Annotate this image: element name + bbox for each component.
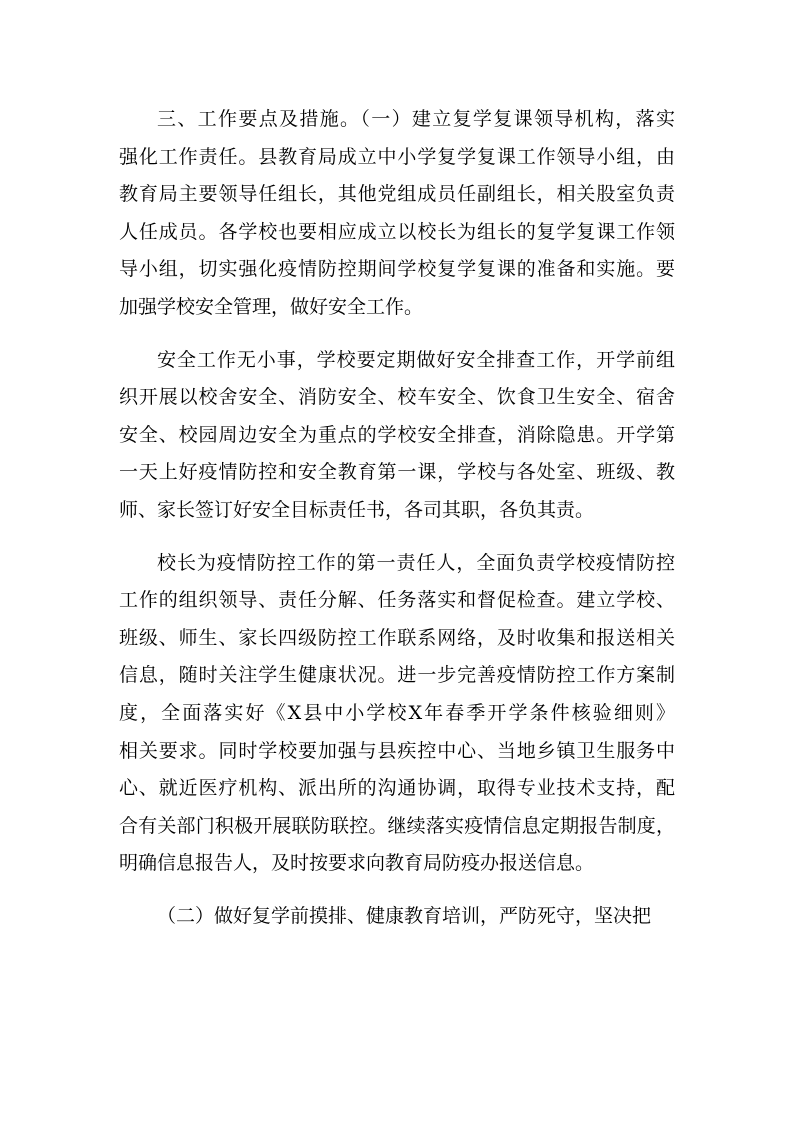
text-line: 校长为疫情防控工作的第一责任人，全面负责学校疫情防控: [157, 551, 675, 574]
text-line: 师、家长签订好安全目标责任书，各司其职，各负其责。: [119, 498, 595, 521]
text-line: 三、工作要点及措施。（一）建立复学复课领导机构，落实: [157, 108, 675, 130]
text-line: 强化工作责任。县教育局成立中小学复学复课工作领导小组，由: [119, 145, 675, 168]
text-line: 合有关部门积极开展联防联控。继续落实疫情信息定期报告制度，: [119, 814, 675, 837]
document-body: [119, 101, 675, 935]
text-line: 导小组，切实强化疫情防控期间学校复学复课的准备和实施。要: [119, 258, 675, 281]
text-line: 加强学校安全管理，做好安全工作。: [119, 295, 424, 318]
text-line: （二）做好复学前摸排、健康教育培训，严防死守，坚决把: [157, 904, 652, 927]
text-line: 一天上好疫情防控和安全教育第一课，学校与各处室、班级、教: [119, 461, 675, 484]
text-line: 教育局主要领导任组长，其他党组成员任副组长，相关股室负责: [119, 183, 675, 206]
paragraph-safety-work: [119, 342, 675, 530]
text-line: 班级、师生、家长四级防控工作联系网络，及时收集和报送相关: [119, 626, 675, 649]
text-line: 度，全面落实好《X县中小学校X年春季开学条件核验细则》: [119, 701, 675, 724]
text-line: 相关要求。同时学校要加强与县疾控中心、当地乡镇卫生服务中: [119, 739, 675, 762]
paragraph-principal-responsibility: [119, 545, 675, 883]
text-line: 织开展以校舍安全、消防安全、校车安全、饮食卫生安全、宿舍: [119, 386, 675, 409]
text-line: 工作的组织领导、责任分解、任务落实和督促检查。建立学校、: [119, 589, 675, 612]
text-line: 心、就近医疗机构、派出所的沟通协调，取得专业技术支持，配: [119, 777, 675, 800]
text-line: 人任成员。各学校也要相应成立以校长为组长的复学复课工作领: [119, 220, 675, 243]
text-line: 信息，随时关注学生健康状况。进一步完善疫情防控工作方案制: [119, 664, 675, 687]
text-line: 安全工作无小事，学校要定期做好安全排查工作，开学前组: [157, 348, 675, 371]
paragraph-work-measures: [119, 101, 675, 327]
paragraph-preparation-training: [119, 898, 675, 936]
text-line: 安全、校园周边安全为重点的学校安全排查，消除隐患。开学第: [119, 423, 675, 446]
text-line: 明确信息报告人，及时按要求向教育局防疫办报送信息。: [119, 852, 595, 875]
